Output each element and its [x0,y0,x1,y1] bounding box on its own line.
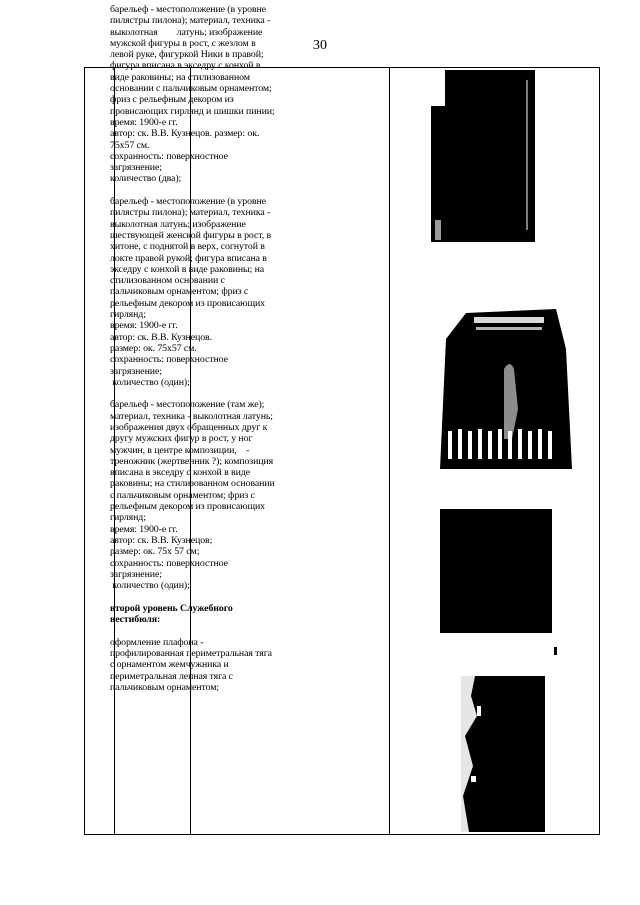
photo-ceiling-decoration [461,676,545,832]
photo-bas-relief-two-figures-image [440,509,552,633]
scan-mark [554,647,557,655]
photo-bas-relief-male [431,70,549,242]
photo-bas-relief-two-figures [440,509,552,633]
entry-bas-relief-female-figure: барельеф - местоположение (в уровне пилястры пилона); материал, техника - выколотная латунь; изображение шествующей женской фигуры в рост, в хитоне, с поднятой в верх, согнутой в локте правой рукой; фигура вписана в экседру с конхой в виде раковины; на стилизованном основании с пальчиковым орнаментом; фриз с рельефным декором из провисающих гирлянд; время: 1900-е гг. автор: ск. В.В. Кузнецов. размер: ок. 75x57 см. сохранность: поверхностное загрязнение; количество (один); [110,196,272,388]
photo-ceiling-decoration-image [461,676,545,832]
page-number: 30 [313,38,327,53]
description-column [110,4,300,704]
photo-bas-relief-male-image [431,70,549,242]
entry-bas-relief-male-figure: барельеф - местоположение (в уровне пилястры пилона); материал, техника - выколотная латунь; изображение мужской фигуры в рост, с жезлом в левой руке, фигуркой Ники в правой; фигура вписана в экседру с конхой в виде раковины; на стилизованном основании с пальчиковым орнаментом; фриз с рельефным декором из провисающих гирлянд и шишки пинии; время: 1900-е гг. автор: ск. В.В. Кузнецов. размер: ок. 75x57 см. сохранность: поверхностное загрязнение; количество (два); [110,4,275,185]
section-heading: второй уровень Служебного вестибюля: [110,602,233,626]
photo-bas-relief-female-image [436,309,572,469]
photo-bas-relief-female [436,309,572,469]
entry-ceiling-decoration: оформление плафона - профилированная периметральная тяга с орнаментом жемчужника и периметральная лепная тяга с пальчиковым орнаментом; [110,636,272,693]
column-divider [389,68,390,834]
entry-bas-relief-two-figures: барельеф - местоположение (там же); материал, техника - выколотная латунь; изображения двух обращенных друг к другу мужских фигур в рост, у ног мужчин, в центре композиции, - треножник (жертвенник ?); композиция вписана в экседру с конхой в виде раковины; на стилизованном основании с пальчиковым орнаментом; фриз с рельефным декором из провисающих гирлянд; время: 1900-е гг. автор: ск. В.В. Кузнецов; размер: ок. 75x 57 см; сохранность: поверхностное загрязнение; количество (один); [110,399,275,592]
